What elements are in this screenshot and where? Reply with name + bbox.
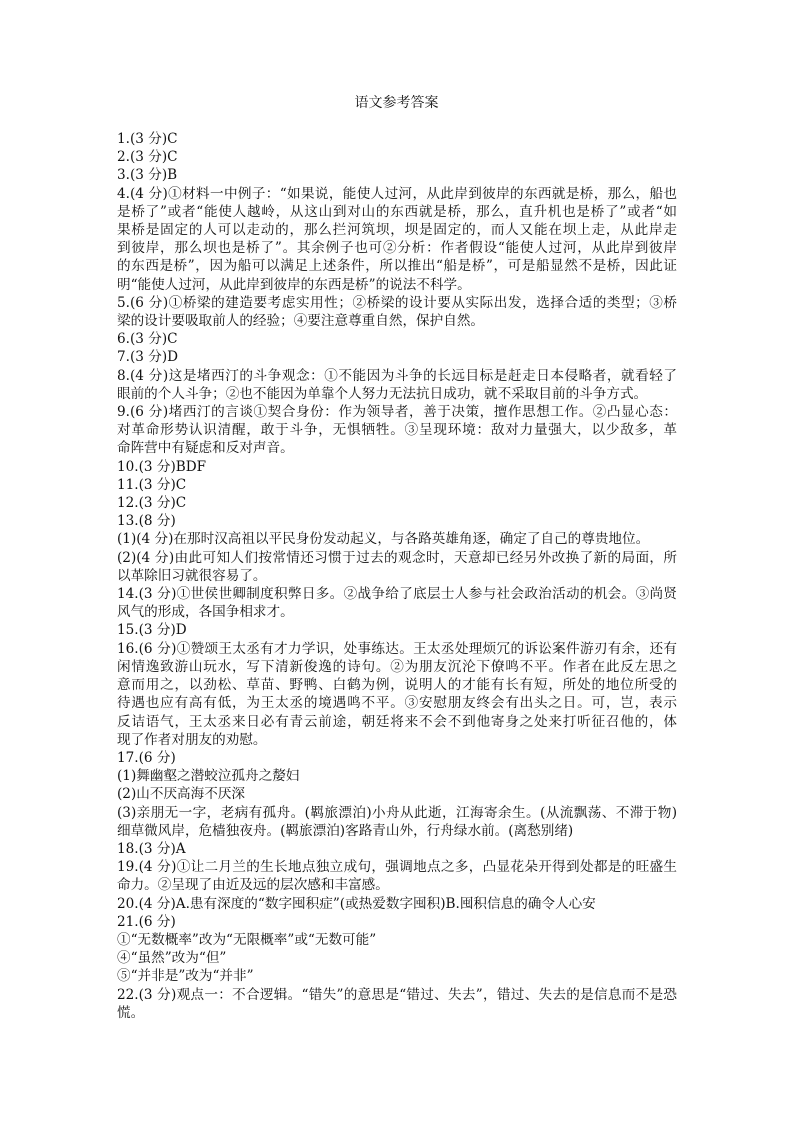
- answer-line: 5.(6 分)①桥梁的建造要考虑实用性；②桥梁的设计要从实际出发，选择合适的类型；③桥: [117, 294, 677, 311]
- answer-line: 慌。: [117, 1004, 145, 1021]
- answer-line: 20.(4 分)A.患有深度的“数字囤积症”(或热爱数字囤积)B.囤积信息的确令人心安: [117, 895, 596, 912]
- answer-line: 18.(3 分)A: [117, 840, 186, 857]
- answer-line: 17.(6 分): [117, 749, 176, 766]
- answer-line: 19.(4 分)①让二月兰的生长地点独立成句，强调地点之多，凸显花朵开得到处都是的旺盛生: [117, 859, 677, 876]
- answer-line: 7.(3 分)D: [117, 349, 179, 366]
- answer-line: 16.(6 分)①赞颂王太丞有才力学识，处事练达。王太丞处理烦冗的诉讼案件游刃有余，还有: [117, 640, 677, 657]
- answer-line: (2)(4 分)由此可知人们按常情还习惯于过去的观念时，天意却已经另外改换了新的局面，所: [117, 549, 677, 566]
- answer-line: (2)山不厌高海不厌深: [117, 786, 246, 803]
- answer-line: 是桥了”或者“能使人越岭，从这山到对山的东西就是桥，那么，直升机也是桥了”或者“如: [117, 203, 677, 220]
- answer-line: 2.(3 分)C: [117, 149, 178, 166]
- answer-line: 14.(3 分)①世侯世卿制度积弊日多。②战争给了底层士人参与社会政治活动的机会。③尚贤: [117, 586, 677, 603]
- answer-line: (1)(4 分)在那时汉高祖以平民身份发动起义，与各路英雄角逐，确定了自己的尊贵地位。: [117, 531, 650, 548]
- answer-line: 命力。②呈现了由近及远的层次感和丰富感。: [117, 877, 389, 894]
- answer-line: (1)舞幽壑之潜蛟泣孤舟之嫠妇: [117, 768, 300, 785]
- answer-line: 梁的设计要吸取前人的经验；④要注意尊重自然，保护自然。: [117, 313, 485, 330]
- answer-line: 闲情逸致游山玩水，写下清新俊逸的诗句。②为朋友沉沦下僚鸣不平。作者在此反左思之: [117, 658, 677, 675]
- answer-line: 眼前的个人斗争；②也不能因为单靠个人努力无法抗日成功，就不采取目前的斗争方式。: [117, 385, 648, 402]
- answer-line: 10.(3 分)BDF: [117, 458, 207, 475]
- answer-line: 现了作者对朋友的劝慰。: [117, 731, 267, 748]
- answer-line: 风气的形成，各国争相求才。: [117, 604, 294, 621]
- answer-line: 1.(3 分)C: [117, 131, 178, 147]
- answer-line: ⑤“并非是”改为“并非”: [117, 968, 254, 985]
- answer-list: [117, 130, 677, 1022]
- answer-line: 9.(6 分)堵西汀的言谈①契合身份：作为领导者，善于决策，擅作思想工作。②凸显心态：: [117, 404, 677, 421]
- answer-line: 22.(3 分)观点一：不合逻辑。“错失”的意思是“错过、失去”，错过、失去的是信息而不是恐: [117, 986, 677, 1003]
- answer-line: 3.(3 分)B: [117, 167, 178, 184]
- answer-line: 意而用之，以劲松、草苗、野鸭、白鹤为例，说明人的才能有长有短，所处的地位所受的: [117, 677, 677, 694]
- answer-line: 4.(4 分)①材料一中例子：“如果说，能使人过河，从此岸到彼岸的东西就是桥，那么，船也: [117, 185, 677, 202]
- answer-line: 以革除旧习就很容易了。: [117, 567, 267, 584]
- answer-line: 的东西是桥”，因为船可以满足上述条件，所以推出“船是桥”，可是船显然不是桥，因此证: [117, 258, 677, 275]
- page-title: 语文参考答案: [354, 95, 439, 111]
- answer-line: 11.(3 分)C: [117, 476, 187, 493]
- answer-line: 到彼岸，那么坝也是桥了”。其余例子也可②分析：作者假设“能使人过河，从此岸到彼岸: [117, 240, 677, 257]
- answer-line: 对革命形势认识清醒，敢于斗争，无惧牺牲。③呈现环境：敌对力量强大，以少敌多，革: [117, 422, 677, 439]
- answer-line: 15.(3 分)D: [117, 622, 187, 639]
- answer-line: (3)亲朋无一字，老病有孤舟。(羁旅漂泊)小舟从此逝，江海寄余生。(从流飘荡、不滞于物): [117, 804, 677, 821]
- answer-line: ④“虽然”改为“但”: [117, 950, 227, 967]
- answer-line: 果桥是固定的人可以走动的，那么拦河筑坝，坝是固定的，而人又能在坝上走，从此岸走: [117, 222, 677, 239]
- answer-line: 明“能使人过河，从此岸到彼岸的东西是桥”的说法不科学。: [117, 276, 471, 293]
- answer-line: 命阵营中有疑虑和反对声音。: [117, 440, 294, 457]
- answer-line: 待遇也应有高有低，为王太丞的境遇鸣不平。③安慰朋友终会有出头之日。可，岂，表示: [117, 695, 677, 712]
- answer-line: 8.(4 分)这是堵西汀的斗争观念：①不能因为斗争的长远目标是赶走日本侵略者，就看轻了: [117, 367, 677, 384]
- answer-line: 反诘语气，王太丞来日必有青云前途，朝廷将来不会不到他寄身之处来打听征召他的，体: [117, 713, 677, 730]
- answer-line: 12.(3 分)C: [117, 495, 187, 512]
- answer-line: 6.(3 分)C: [117, 331, 178, 348]
- answer-line: 13.(8 分): [117, 513, 176, 530]
- answer-line: 21.(6 分): [117, 913, 176, 930]
- answer-line: 细草微风岸，危樯独夜舟。(羁旅漂泊)客路青山外，行舟绿水前。(离愁别绪): [117, 822, 574, 839]
- answer-line: ①“无数概率”改为“无限概率”或“无数可能”: [117, 931, 377, 948]
